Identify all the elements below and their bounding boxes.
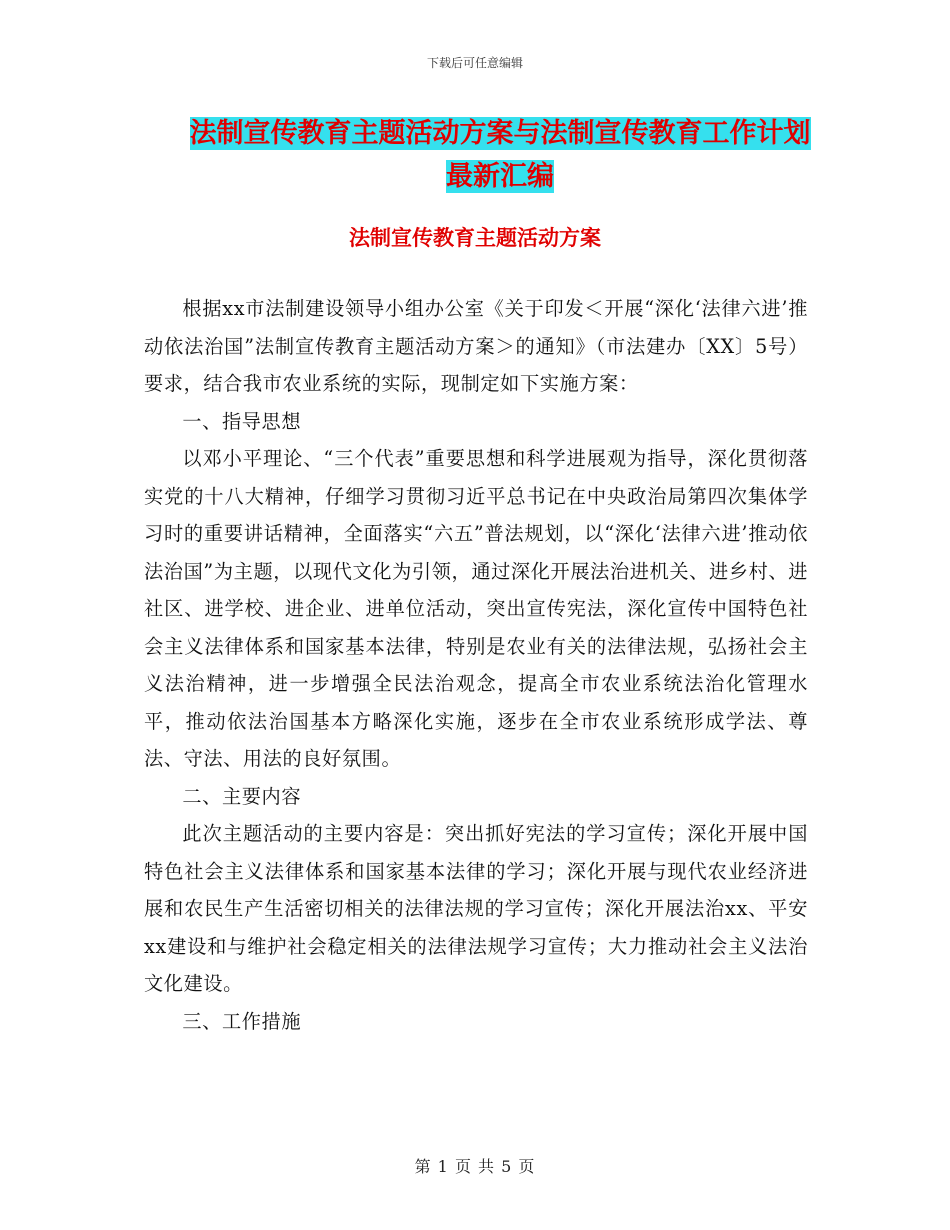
section-title: 法制宣传教育主题活动方案 [349,226,601,250]
heading-work-measures: 三、工作措施 [182,1009,302,1033]
paragraph-intro: 根据xx市法制建设领导小组办公室《关于印发＜开展“深化‘法律六进’推动依法治国”法制宣传教育主题活动方案＞的通知》（市法建办〔XX〕5号）要求，结合我市农业系统的实际，现制定如下实施方案： [144,297,808,395]
heading-guiding-thought: 一、指导思想 [182,409,302,433]
document-body [144,290,808,1040]
page-footer: 第 1 页 共 5 页 [414,1157,536,1176]
paragraph-guiding-thought: 以邓小平理论、“三个代表”重要思想和科学进展观为指导，深化贯彻落实党的十八大精神，仔细学习贯彻习近平总书记在中央政治局第四次集体学习时的重要讲话精神，全面落实“六五”普法规划，以“深化‘法律六进’推动依法治国”为主题，以现代文化为引领，通过深化开展法治进机关、进乡村、进社区、进学校、进企业、进单位活动，突出宣传宪法，深化宣传中国特色社会主义法律体系和国家基本法律，特别是农业有关的法律法规，弘扬社会主义法治精神，进一步增强全民法治观念，提高全市农业系统法治化管理水平，推动依法治国基本方略深化实施，逐步在全市农业系统形成学法、尊法、守法、用法的良好氛围。 [144,447,808,770]
heading-main-content: 二、主要内容 [182,784,302,808]
paragraph-main-content: 此次主题活动的主要内容是：突出抓好宪法的学习宣传；深化开展中国特色社会主义法律体系和国家基本法律的学习；深化开展与现代农业经济进展和农民生产生活密切相关的法律法规的学习宣传；深化开展法治xx、平安xx建设和与维护社会稳定相关的法律法规学习宣传；大力推动社会主义法治文化建设。 [144,822,808,995]
document-title-line-2: 最新汇编 [446,161,554,192]
document-title-line-1: 法制宣传教育主题活动方案与法制宣传教育工作计划 [189,118,811,149]
document-title [130,112,870,198]
header-note: 下载后可任意编辑 [426,56,523,70]
